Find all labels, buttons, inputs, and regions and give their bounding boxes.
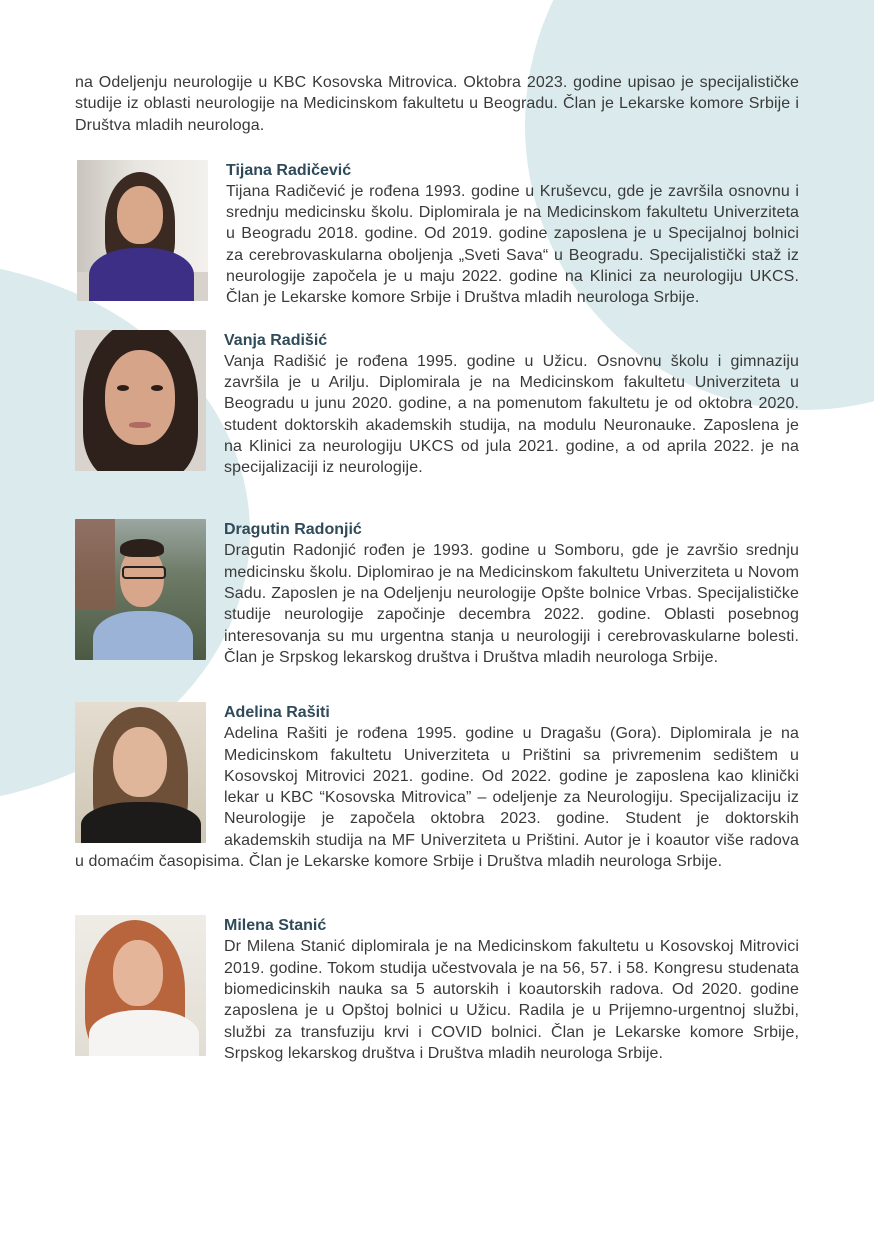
portrait-photo	[77, 160, 208, 301]
portrait-photo	[75, 330, 206, 471]
portrait-photo	[75, 915, 206, 1056]
bio-tijana-radicevic	[75, 160, 799, 309]
person-name: Dragutin Radonjić	[224, 521, 362, 539]
person-bio: Adelina Rašiti je rođena 1995. godine u Dragašu (Gora). Diplomirala je na Medicinskom fakultetu Univerziteta u Prištini sa privremenim sedištem u Kosovskoj Mitrovici 2021. godine. Od 2022. godine je zaposlena kao klinički lekar u KBC “Kosovska Mitrovica” – odeljenje za Neurologiju. Specijalizaciju iz Neurologije je započela oktobra 2023. godine. Student je doktorskih akademskih studija na MF Univerziteta u Prištini. Autor je i koautor više radova u domaćim časopisima. Član je Lekarske komore Srbije i Društva mladih neurologa Srbije.	[75, 725, 799, 871]
bio-dragutin-radonjic	[75, 519, 799, 668]
person-name: Tijana Radičević	[226, 161, 352, 179]
intro-paragraph: na Odeljenju neurologije u KBC Kosovska Mitrovica. Oktobra 2023. godine upisao je specijalističke studije iz oblasti neurologije na Medicinskom fakultetu u Beogradu. Član je Lekarske komore Srbije i Društva mladih neurologa.	[75, 74, 799, 134]
person-name: Adelina Rašiti	[224, 704, 330, 722]
person-bio: Dr Milena Stanić diplomirala je na Medicinskom fakultetu u Kosovskoj Mitrovici 2019. godine. Tokom studija učestvovala je na 56, 57. i 58. Kongresu studenata biomedicinskih nauka sa 5 autorskih i koautorskih radova. Od 2020. godine zaposlena je u Opštoj bolnici u Užicu. Radila je u Prijemno-urgentnoj službi, službi za transfuziju krvi i COVID bolnici. Član je Lekarske komore Srbije, Srpskog lekarskog društva i Društva mladih neurologa Srbije.	[224, 938, 799, 1062]
bio-milena-stanic	[75, 915, 799, 1064]
bio-vanja-radisic	[75, 330, 799, 479]
portrait-photo	[75, 519, 206, 660]
portrait-photo	[75, 702, 206, 843]
person-bio: Vanja Radišić je rođena 1995. godine u Užicu. Osnovnu školu i gimnaziju završila je u Arilju. Diplomirala je na Medicinskom fakultetu Univerziteta u Beogradu u junu 2020. godine, a na pomenutom fakultetu je od oktobra 2020. student doktorskih akademskih studija, na modulu Neuronauke. Zaposlena je na Klinici za neurologiju UKCS od jula 2021. godine, a od aprila 2022. je na specijalizaciji iz neurologije.	[224, 352, 799, 477]
person-name: Milena Stanić	[224, 917, 327, 935]
person-bio: Tijana Radičević je rođena 1993. godine u Kruševcu, gde je završila osnovnu i srednju medicinsku školu. Diplomirala je na Medicinskom fakultetu Univerziteta u Beogradu 2018. godine. Od 2019. godine zaposlena je u Specijalnoj bolnici za cerebrovaskularna oboljenja „Sveti Sava“ u Beogradu. Specijalistički staž iz neurologije započela je u maju 2022. godine na Klinici za neurologiju UKCS. Član je Lekarske komore Srbije i Društva mladih neurologa Srbije.	[226, 182, 799, 307]
bio-adelina-rasiti	[75, 702, 799, 872]
person-bio: Dragutin Radonjić rođen je 1993. godine u Somboru, gde je završio srednju medicinsku školu. Diplomirao je na Medicinskom fakultetu Univerziteta u Novom Sadu. Zaposlen je na Odeljenju neurologije Opšte bolnice Vrbas. Specijalističke studije neurologije započinje decembra 2022. godine. Oblasti posebnog interesovanja su mu urgentna stanja u neurologiji i cerebrovaskularne bolesti. Član je Srpskog lekarskog društva i Društva mladih neurologa Srbije.	[224, 542, 799, 666]
person-name: Vanja Radišić	[224, 331, 328, 349]
page-content	[75, 72, 799, 1064]
